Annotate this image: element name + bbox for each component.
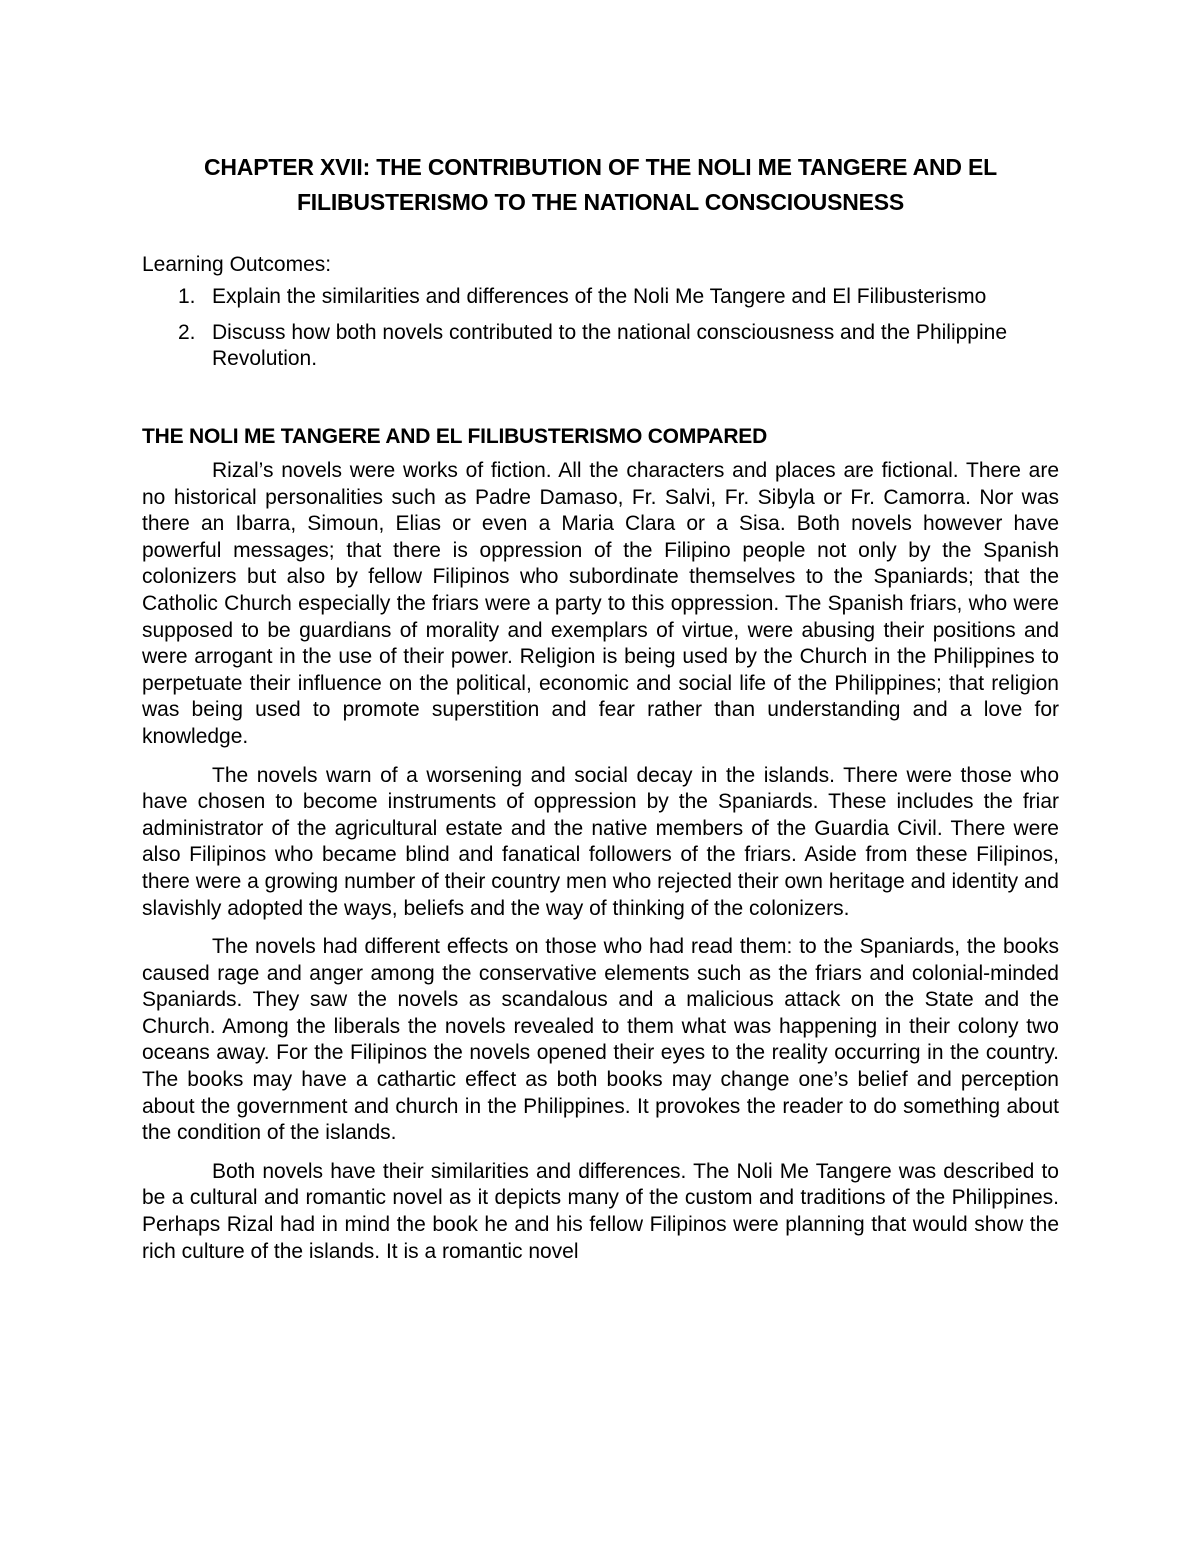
document-page — [142, 150, 1059, 1277]
body-paragraph: The novels warn of a worsening and social decay in the islands. There were those who have chosen to become instruments of oppression by the Spaniards. These includes the friar administrator of the agricultural estate and the native members of the Guardia Civil. There were also Filipinos who became blind and fanatical followers of the friars. Aside from these Filipinos, there were a growing number of their country men who rejected their own heritage and identity and slavishly adopted the ways, beliefs and the way of thinking of the colonizers. — [142, 763, 1059, 920]
learning-outcome-item — [142, 320, 1059, 372]
body-paragraph: Rizal’s novels were works of fiction. All the characters and places are fictional. There are no historical personalities such as Padre Damaso, Fr. Salvi, Fr. Sibyla or Fr. Camorra. Nor was there an Ibarra, Simoun, Elias or even a Maria Clara or a Sisa. Both novels however have powerful messages; that there is oppression of the Filipino people not only by the Spanish colonizers but also by fellow Filipinos who subordinate themselves to the Spaniards; that the Catholic Church especially the friars were a party to this oppression. The Spanish friars, who were supposed to be guardians of morality and exemplars of virtue, were abusing their positions and were arrogant in the use of their power. Religion is being used by the Church in the Philippines to perpetuate their influence on the political, economic and social life of the Philippines; that religion was being used to promote superstition and fear rather than understanding and a love for knowledge. — [142, 459, 1059, 748]
learning-outcomes-list — [142, 284, 1059, 372]
outcome-number: 2. — [178, 321, 196, 344]
body-paragraph: The novels had different effects on those who had read them: to the Spaniards, the books caused rage and anger among the conservative elements such as the friars and colonial-minded Spaniards. They saw the novels as scandalous and a malicious attack on the State and the Church. Among the liberals the novels revealed to them what was happening in their colony two oceans away. For the Filipinos the novels opened their eyes to the reality occurring in the country. The books may have a cathartic effect as both books may change one’s belief and perception about the government and church in the Philippines. It provokes the reader to do something about the condition of the islands. — [142, 935, 1059, 1145]
chapter-title: CHAPTER XVII: THE CONTRIBUTION OF THE NOLI ME TANGERE AND EL FILIBUSTERISMO TO THE NATIONAL CONSCIOUSNESS — [203, 154, 997, 215]
outcome-text: Explain the similarities and differences of the Noli Me Tangere and El Filibusterismo — [212, 285, 987, 308]
outcome-text: Discuss how both novels contributed to the national consciousness and the Philippine Revolution. — [212, 321, 1007, 370]
section-heading: THE NOLI ME TANGERE AND EL FILIBUSTERISMO COMPARED — [142, 425, 768, 448]
learning-outcomes-label: Learning Outcomes: — [142, 253, 332, 276]
learning-outcome-item — [142, 284, 1059, 310]
body-paragraph: Both novels have their similarities and differences. The Noli Me Tangere was described to be a cultural and romantic novel as it depicts many of the custom and traditions of the Philippines. Perhaps Rizal had in mind the book he and his fellow Filipinos were planning that would show the rich culture of the islands. It is a romantic novel — [142, 1159, 1059, 1263]
outcome-number: 1. — [178, 285, 196, 308]
